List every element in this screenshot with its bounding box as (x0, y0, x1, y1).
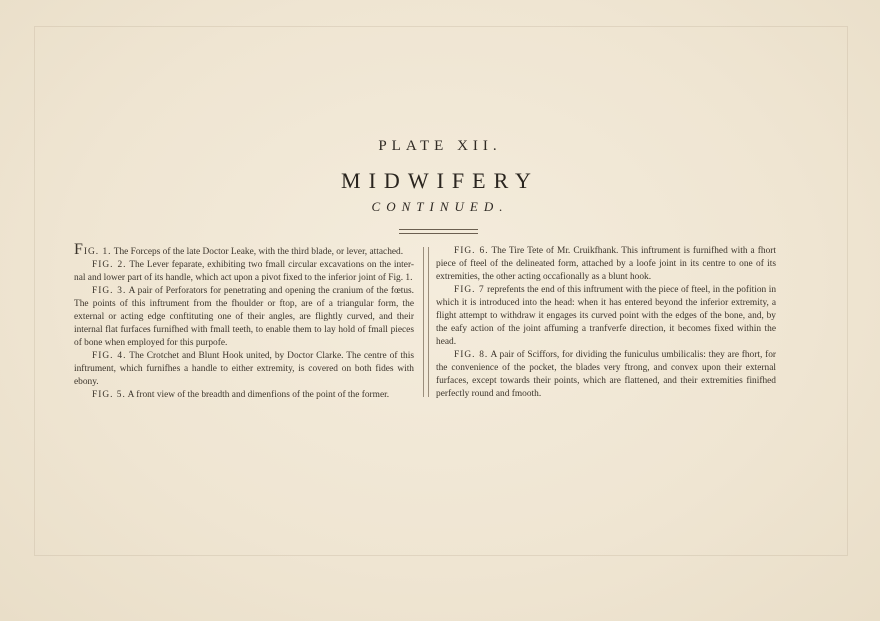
figure-text: A front view of the breadth and dimenfions of the point of the former. (127, 390, 390, 400)
figure-label: FIG. 3. (92, 286, 127, 296)
figure-description (74, 389, 414, 402)
column-divider (423, 247, 429, 397)
figure-text: The Lever feparate, exhibiting two fmall circular excavations on the inter-nal and lower part of its handle, which act upon a pivot fixed to the inferior joint of Fig. 1. (74, 260, 414, 283)
figure-text: The Forceps of the late Doctor Leake, with the third blade, or lever, attached. (113, 247, 404, 257)
figure-description (436, 245, 776, 284)
figure-description (74, 259, 414, 285)
right-text-column (436, 245, 776, 401)
figure-text: A pair of Perforators for penetrating and opening the cranium of the fœtus. The points of this inftrument from the fhoulder or ftop, are of a triangular form, the external or acting edge conftituting one of their angles, are flightly curved, and their internal flat furfaces furnifhed with fmall teeth, to enable them to lay hold of fmall pieces of bone when employed for this purpofe. (74, 286, 415, 348)
figure-label: FIG. 2. (92, 260, 127, 270)
page-subtitle: CONTINUED. (371, 199, 509, 214)
figure-text: reprefents the end of this inftrument with the piece of fteel, in the pofition in which it is introduced into the head: when it has entered beyond the inferior extremity, a flight attempt to withdraw it engages its curved point with the edges of the bone, and, by the eafy action of the joint affuming a tranfverfe direction, it becomes fixed within the head. (436, 285, 777, 347)
figure-description (436, 284, 776, 349)
figure-text: The Crotchet and Blunt Hook united, by Doctor Clarke. The centre of this inftrument, which furnifhes a handle to either extremity, is covered on both fides with ebony. (74, 351, 414, 387)
figure-label: FIG. 5. (92, 390, 126, 400)
figure-label: FIG. 6. (454, 246, 489, 256)
figure-description (74, 285, 414, 350)
figure-description (436, 349, 776, 401)
left-text-column (74, 241, 415, 402)
figure-label: FIG. 8. (454, 350, 489, 360)
plate-number: PLATE XII. (378, 138, 502, 154)
figure-label: FIG. 4. (92, 351, 127, 361)
figure-description (74, 241, 414, 259)
figure-description (74, 350, 414, 389)
page-title: MIDWIFERY (341, 168, 539, 193)
figure-label: FIG. 1. (74, 241, 112, 258)
figure-text: A pair of Sciffors, for dividing the funiculus umbilicalis: they are fhort, for the convenience of the pocket, the blades very ftrong, and convex upon their external furfaces, except towards their points, which are flattened, and their extremities finifhed perfectly round and fmooth. (436, 350, 777, 399)
figure-label: FIG. 7 (454, 285, 485, 295)
figure-text: The Tire Tete of Mr. Cruikfhank. This inftrument is furnifhed with a fhort piece of fteel of the delineated form, attached by a loofe joint in its centre to one of its extremities, the other acting occafionally as a blunt hook. (436, 246, 776, 282)
title-rule (399, 229, 478, 234)
